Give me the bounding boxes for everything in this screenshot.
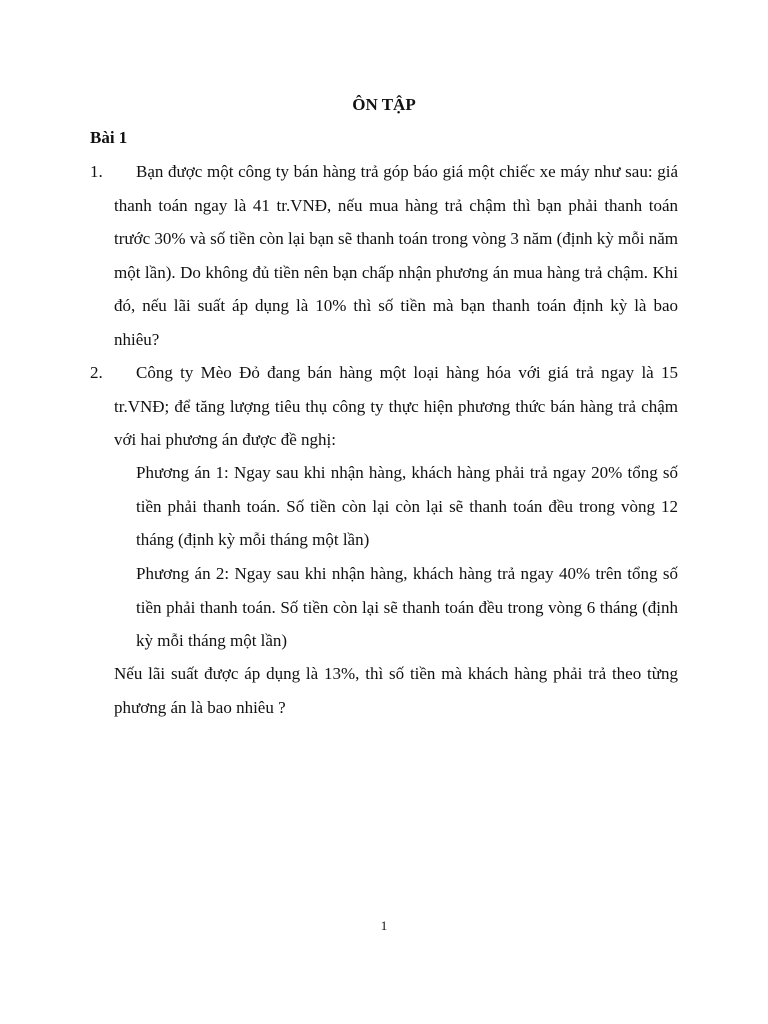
problem-1-text: Bạn được một công ty bán hàng trả góp báo giá một chiếc xe máy như sau: giá thanh toán ngay là 41 tr.VNĐ, nếu mua hàng trả chậm thì bạn phải thanh toán trước 30% và số tiền còn lại bạn sẽ thanh toán trong vòng 3 năm (định kỳ mỗi năm một lần). Do không đủ tiền nên bạn chấp nhận phương án mua hàng trả chậm. Khi đó, nếu lãi suất áp dụng là 10% thì số tiền mà bạn thanh toán định kỳ là bao nhiêu? <box>114 162 678 349</box>
page-title: ÔN TẬP <box>352 95 416 114</box>
problem-2-question: Nếu lãi suất được áp dụng là 13%, thì số tiền mà khách hàng phải trả theo từng phương án là bao nhiêu ? <box>114 664 678 717</box>
option-2-text: Phương án 2: Ngay sau khi nhận hàng, khách hàng trả ngay 40% trên tổng số tiền phải thanh toán. Số tiền còn lại sẽ thanh toán đều trong vòng 6 tháng (định kỳ mỗi tháng một lần) <box>136 564 678 650</box>
problem-1-number: 1. <box>90 162 103 181</box>
section-heading: Bài 1 <box>90 128 128 147</box>
option-1-text: Phương án 1: Ngay sau khi nhận hàng, khách hàng phải trả ngay 20% tổng số tiền phải thanh toán. Số tiền còn lại còn lại sẽ thanh toán đều trong vòng 12 tháng (định kỳ mỗi tháng một lần) <box>136 463 678 549</box>
problem-2-text: Công ty Mèo Đỏ đang bán hàng một loại hàng hóa với giá trả ngay là 15 tr.VNĐ; để tăng lượng tiêu thụ công ty thực hiện phương thức bán hàng trả chậm với hai phương án được đề nghị: <box>114 363 678 449</box>
problem-2-number: 2. <box>90 363 103 382</box>
page-number: 1 <box>380 918 388 933</box>
